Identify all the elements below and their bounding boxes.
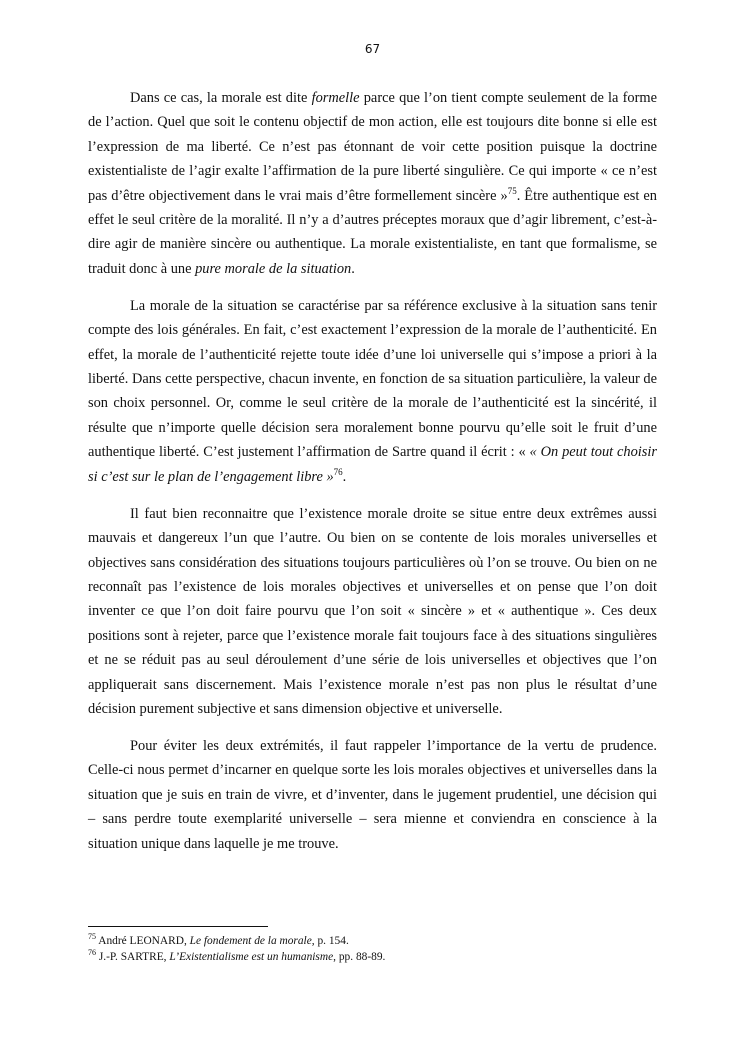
emphasis-pure-morale: pure morale de la situation [195,260,352,277]
footnote-title: Le fondement de la morale, [189,935,315,947]
footnote-pages: p. 154. [314,935,349,947]
footnote-author: J.-P. SARTRE, [96,950,170,963]
footnote-pages: , pp. 88-89. [333,950,386,963]
footnote-title: L’Existentialisme est un humanisme [169,950,334,963]
footnote-separator [88,926,268,927]
footnote-ref-75[interactable]: 75 [507,185,517,196]
footnote-ref-76[interactable]: 76 [333,466,343,477]
footnote-75 [88,934,657,950]
paragraph-2-text-c: . [342,468,347,485]
paragraph-2 [88,294,657,489]
sartre-quote: « On peut tout choisir si c’est sur le plan de l’engagement libre » [88,444,657,485]
paragraph-1 [88,86,657,281]
paragraph-1-text-a: Dans ce cas, la morale est dite [130,90,312,106]
paragraph-1-text-c: parce que l’on tient compte seulement de la forme de l’action. Quel que soit le contenu objectif de mon action, elle est toujours dite bonne si elle est l’expression de ma liberté. Ce n’est pas étonnant de voir cette position puisque la doctrine existentialiste de l’agir exalte l’affirmation de la pure liberté singulière. Ce qui importe « ce n’est pas d’être objectivement dans le vrai mais d’être formellement sincère » [88,90,657,204]
footnote-number: 76 [88,947,96,957]
paragraph-3: Il faut bien reconnaitre que l’existence morale droite se situe entre deux extrêmes aussi mauvais et dangereux l’un que l’autre. Ou bien on se contente de lois morales universelles et objectives sans considération des situations toujours particulières où l’on se trouve. Ou bien on ne reconnaît pas l’existence de lois morales objectives et universelles et on pense que l’on doit inventer ce que l’on doit faire pourvu que l’on soit « sincère » et « authentique ». Ces deux positions sont à rejeter, parce que l’existence morale fait toujours face à des situations singulières et ne se réduit pas au seul déroulement d’une série de lois universelles et objectives que l’on appliquerait sans discernement. Mais l’existence morale n’est pas non plus le résultat d’une décision purement subjective et sans dimension objective et universelle. [88,505,657,717]
paragraph-2-text-a: La morale de la situation se caractérise par sa référence exclusive à la situation sans tenir compte des lois générales. En fait, c’est exactement l’expression de la morale de l’authenticité. En effet, la morale de l’authenticité rejette toute idée d’une loi universelle qui s’impose a priori à la liberté. Dans cette perspective, chacun invente, en fonction de sa situation particulière, la valeur de son choix personnel. Or, comme le seul critère de la morale de l’authenticité est la sincérité, il résulte que n’importe quelle décision sera moralement bonne pourvu qu’elle soit le fruit d’une authentique liberté. C’est justement l’affirmation de Sartre quand il écrit : « [88,297,657,461]
paragraph-1-text-f: . [351,260,355,277]
footnote-number: 75 [88,932,96,942]
page-number: 67 [364,42,381,56]
emphasis-formelle: formelle [311,90,360,106]
footnote-author: André LEONARD, [96,935,190,947]
body-text [88,86,657,869]
footnote-76 [88,947,657,966]
paragraph-4: Pour éviter les deux extrémités, il faut rappeler l’importance de la vertu de prudence. Celle-ci nous permet d’incarner en quelque sorte les lois morales objectives et universelles dans la situation que je suis en train de vivre, et d’inventer, dans le jugement prudentiel, une décision qui – sans perdre toute exemplarité universelle – sera mienne et conviendra en conscience à la situation unique dans laquelle je me trouve. [88,737,657,852]
footnotes [88,934,657,965]
paragraph-1-text-d: . Être authentique est en effet le seul critère de la moralité. Il n’y a d’autres préceptes moraux que d’agir librement, c’est-à-dire agir de manière sincère ou authentique. La morale existentialiste, en tant que formalisme, se traduit donc à une [88,187,657,277]
